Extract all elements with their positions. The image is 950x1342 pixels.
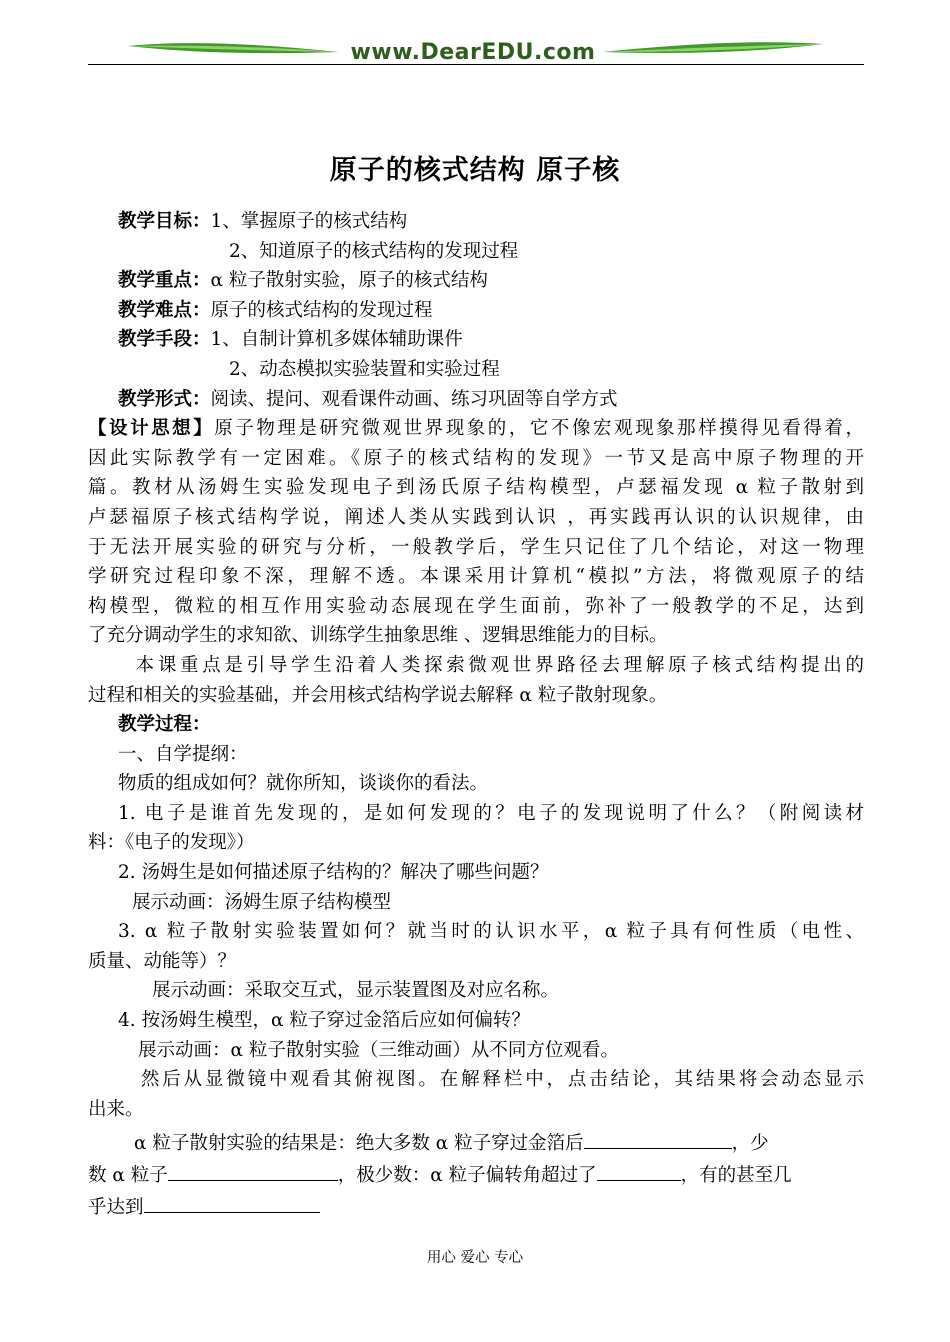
- design-line: 篇。教材从汤姆生实验发现电子到汤氏原子结构模型，卢瑟福发现 α 粒子散射到: [88, 477, 864, 499]
- result-text: ，极少数：α 粒子偏转角超过了: [337, 1165, 597, 1186]
- question-3-text: 3. α 粒子散射实验装置如何？就当时的认识水平，α 粒子具有何性质（电性、: [118, 921, 864, 943]
- outline-heading: 一、自学提纲：: [118, 743, 248, 765]
- process-label: 教学过程：: [118, 714, 211, 736]
- means-label: 教学手段：: [118, 329, 211, 351]
- question-4-line: [88, 1006, 864, 1036]
- objectives-label: 教学目标：: [118, 211, 211, 232]
- demo-line: [88, 976, 864, 1006]
- objective-item: 2、知道原子的核式结构的发现过程: [229, 240, 519, 262]
- design-line: 于无法开展实验的研究与分析，一般教学后，学生只记住了几个结论，对这一物理: [88, 536, 864, 558]
- emphasis-line: 过程和相关的实验基础，并会用核式结构学说去解释 α 粒子散射现象。: [88, 684, 668, 706]
- question-1-text: 1. 电子是谁首先发现的，是如何发现的？电子的发现说明了什么？（附阅读材: [118, 802, 864, 824]
- focus-text: α 粒子散射实验，原子的核式结构: [210, 270, 488, 292]
- result-text: ，少: [731, 1133, 769, 1155]
- demo-line: [88, 888, 864, 918]
- difficulty-line: [88, 296, 864, 326]
- then-line: 出来。: [88, 1098, 144, 1120]
- answer-blank-3[interactable]: [597, 1160, 681, 1181]
- question-2-text: 2. 汤姆生是如何描述原子结构的？解决了哪些问题？: [118, 862, 549, 884]
- demo-text: 展示动画：汤姆生原子结构模型: [132, 891, 392, 913]
- header-rule: [88, 64, 864, 65]
- intro-text: 物质的组成如何？就你所知，谈谈你的看法。: [118, 773, 489, 795]
- question-3-line: 质量、动能等）？: [88, 950, 237, 972]
- site-logo-text: www.DearEDU.com: [350, 40, 596, 65]
- design-line: 构模型，微粒的相互作用实验动态展现在学生面前，弥补了一般教学的不足，达到: [88, 595, 864, 617]
- answer-blank-2[interactable]: [168, 1160, 338, 1181]
- design-label: 【设计思想】: [88, 418, 215, 440]
- design-line: 卢瑟福原子核式结构学说，阐述人类从实践到认识 ，再实践再认识的认识规律，由: [88, 506, 864, 528]
- outline-line: [88, 740, 864, 770]
- result-line-3: [88, 1192, 864, 1222]
- document-body: [88, 207, 864, 1221]
- objectives-line-2: [88, 237, 864, 267]
- design-line: [88, 414, 864, 444]
- question-3-line: [88, 917, 864, 947]
- design-line: 了充分调动学生的求知欲、训练学生抽象思维 、逻辑思维能力的目标。: [88, 625, 668, 647]
- result-text: 乎达到: [88, 1196, 144, 1218]
- page-title: 原子的核式结构 原子核: [329, 155, 621, 186]
- means-line-2: [88, 355, 864, 385]
- result-text: ，有的甚至几: [680, 1165, 792, 1186]
- result-text: 数 α 粒子: [88, 1165, 168, 1186]
- form-line: [88, 385, 864, 415]
- difficulty-text: 原子的核式结构的发现过程: [210, 299, 433, 321]
- intro-line: [88, 769, 864, 799]
- answer-blank-4[interactable]: [144, 1192, 320, 1213]
- means-item: 1、自制计算机多媒体辅助课件: [210, 329, 463, 351]
- process-heading-line: [88, 710, 864, 740]
- design-text: 原子物理是研究微观世界现象的，它不像宏观现象那样摸得见看得着，: [214, 418, 864, 440]
- focus-label: 教学重点：: [118, 270, 211, 292]
- result-text: α 粒子散射实验的结果是：绝大多数 α 粒子穿过金箔后: [134, 1133, 584, 1155]
- means-item: 2、动态模拟实验装置和实验过程: [229, 358, 500, 380]
- emphasis-line: [88, 651, 864, 681]
- then-line: [88, 1065, 864, 1095]
- demo-text: 展示动画：α 粒子散射实验（三维动画）从不同方位观看。: [138, 1039, 619, 1061]
- question-4-text: 4. 按汤姆生模型，α 粒子穿过金箔后应如何偏转？: [118, 1010, 530, 1032]
- focus-line: [88, 266, 864, 296]
- difficulty-label: 教学难点：: [118, 299, 211, 321]
- emphasis-text: 本课重点是引导学生沿着人类探索微观世界路径去理解原子核式结构提出的: [132, 654, 864, 676]
- objectives-line-1: [88, 207, 864, 237]
- answer-blank-1[interactable]: [584, 1128, 732, 1149]
- result-line-2: [88, 1160, 864, 1190]
- demo-text: 展示动画：采取交互式，显示装置图及对应名称。: [152, 980, 560, 1002]
- question-1-line: [88, 799, 864, 829]
- form-text: 阅读、提问、观看课件动画、练习巩固等自学方式: [210, 388, 618, 410]
- result-line-1: [88, 1128, 864, 1158]
- design-line: 因此实际教学有一定困难。《原子的核式结构的发现》一节又是高中原子物理的开: [88, 447, 864, 469]
- objective-item: 1、掌握原子的核式结构: [210, 211, 408, 232]
- question-1-line: 料：《电子的发现》）: [88, 832, 255, 854]
- site-header: [88, 36, 864, 70]
- means-line-1: [88, 325, 864, 355]
- form-label: 教学形式：: [118, 388, 211, 410]
- design-line: 学研究过程印象不深，理解不透。本课采用计算机“模拟”方法，将微观原子的结: [88, 566, 864, 588]
- page-footer: 用心 爱心 专心: [426, 1250, 524, 1266]
- then-text: 然后从显微镜中观看其俯视图。在解释栏中，点击结论，其结果将会动态显示: [138, 1069, 864, 1091]
- question-2-line: [88, 858, 864, 888]
- demo-line: [88, 1036, 864, 1066]
